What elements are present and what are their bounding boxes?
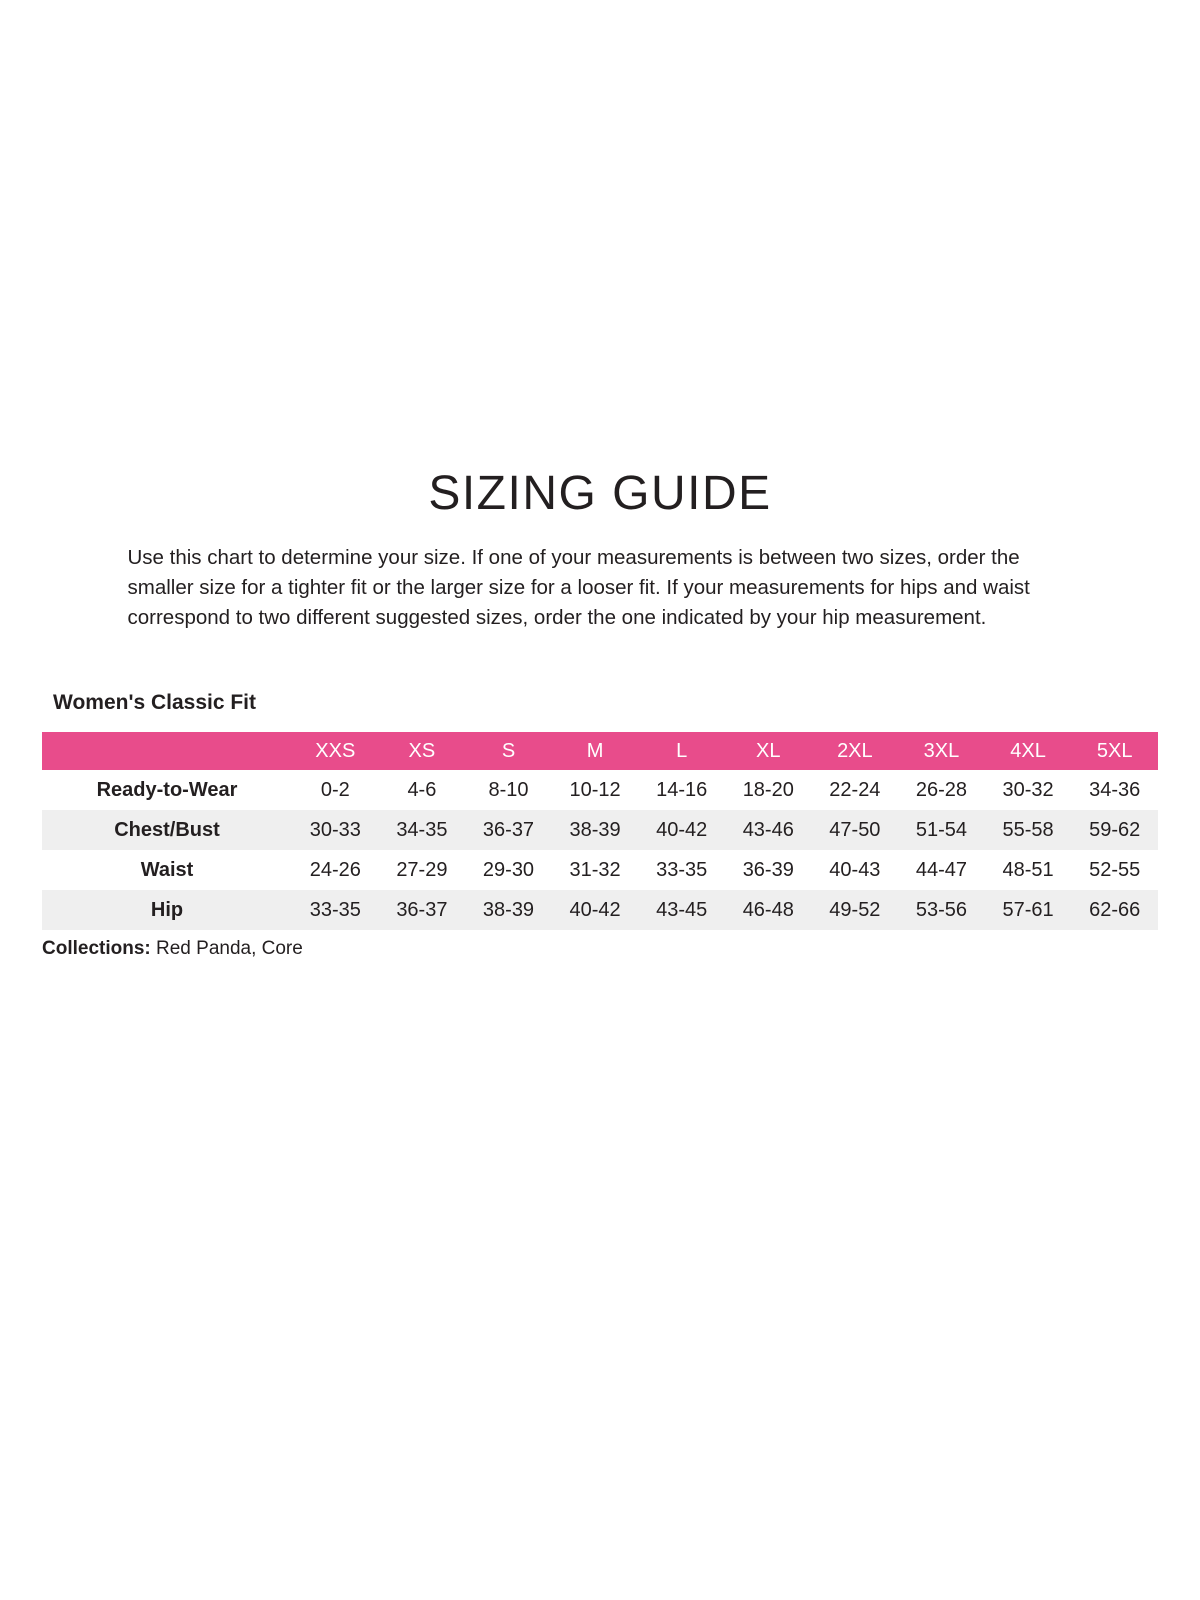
size-header-empty-cell — [42, 732, 292, 770]
size-value: 8-10 — [488, 778, 529, 801]
table-row — [42, 810, 1158, 850]
intro-paragraph: Use this chart to determine your size. If one of your measurements is between two sizes, order the smaller size for a tighter fit or the larger size for a looser fit. If your measurements for hips and waist correspond to two different suggested sizes, order the one indicated by your hip measurement. — [127, 546, 1030, 629]
size-column-header: 5XL — [1096, 739, 1133, 762]
size-header-row — [42, 732, 1158, 770]
size-value: 46-48 — [742, 898, 794, 921]
sizing-table-header — [42, 732, 1158, 770]
size-value: 0-2 — [320, 778, 350, 801]
page-title: SIZING GUIDE — [428, 467, 772, 520]
size-value: 31-32 — [569, 858, 621, 881]
size-value: 62-66 — [1089, 898, 1141, 921]
size-value: 22-24 — [829, 778, 881, 801]
size-column-header: XXS — [315, 739, 356, 762]
size-column-header: M — [586, 739, 604, 762]
size-value: 34-36 — [1089, 778, 1141, 801]
size-value: 47-50 — [829, 818, 881, 841]
size-value: 52-55 — [1089, 858, 1141, 881]
section-heading-womens-classic-fit: Women's Classic Fit — [53, 691, 256, 714]
size-value: 36-37 — [482, 818, 535, 841]
row-label: Waist — [140, 858, 194, 881]
size-value: 33-35 — [656, 858, 708, 881]
sizing-table — [42, 732, 1158, 930]
collections-value: Red Panda, Core — [156, 938, 303, 959]
sizing-table-body — [42, 770, 1158, 930]
size-value: 43-45 — [656, 898, 708, 921]
row-label: Ready-to-Wear — [96, 778, 238, 801]
size-value: 59-62 — [1089, 818, 1141, 841]
table-row — [42, 770, 1158, 810]
size-value: 51-54 — [915, 818, 968, 841]
size-value: 38-39 — [482, 898, 535, 921]
size-value: 18-20 — [742, 778, 794, 801]
size-value: 36-37 — [396, 898, 448, 921]
table-row — [42, 850, 1158, 890]
collections-label: Collections: — [42, 938, 151, 959]
size-value: 4-6 — [407, 778, 437, 801]
size-value: 30-32 — [1002, 778, 1054, 801]
size-value: 27-29 — [396, 858, 448, 881]
row-label: Hip — [150, 898, 184, 921]
size-column-header: 2XL — [837, 739, 873, 762]
table-row — [42, 890, 1158, 930]
size-value: 49-52 — [829, 898, 881, 921]
size-column-header: 3XL — [923, 739, 960, 762]
size-value: 40-42 — [569, 898, 621, 921]
size-value: 30-33 — [309, 818, 361, 841]
size-value: 44-47 — [915, 858, 968, 881]
size-value: 29-30 — [482, 858, 535, 881]
size-value: 38-39 — [569, 818, 621, 841]
collections-line — [42, 938, 1200, 960]
size-value: 55-58 — [1002, 818, 1054, 841]
size-column-header: XL — [756, 739, 781, 762]
size-value: 26-28 — [915, 778, 968, 801]
size-value: 36-39 — [742, 858, 794, 881]
size-value: 53-56 — [915, 898, 968, 921]
size-column-header: 4XL — [1010, 739, 1046, 762]
size-value: 43-46 — [742, 818, 794, 841]
size-column-header: S — [501, 739, 516, 762]
size-value: 24-26 — [309, 858, 361, 881]
size-value: 57-61 — [1002, 898, 1054, 921]
size-value: 48-51 — [1002, 858, 1054, 881]
size-value: 40-42 — [656, 818, 708, 841]
size-column-header: L — [676, 739, 688, 762]
size-value: 33-35 — [309, 898, 361, 921]
size-value: 34-35 — [396, 818, 448, 841]
size-value: 10-12 — [569, 778, 621, 801]
row-label: Chest/Bust — [114, 818, 220, 841]
size-value: 40-43 — [829, 858, 881, 881]
size-value: 14-16 — [656, 778, 708, 801]
size-column-header: XS — [408, 739, 436, 762]
